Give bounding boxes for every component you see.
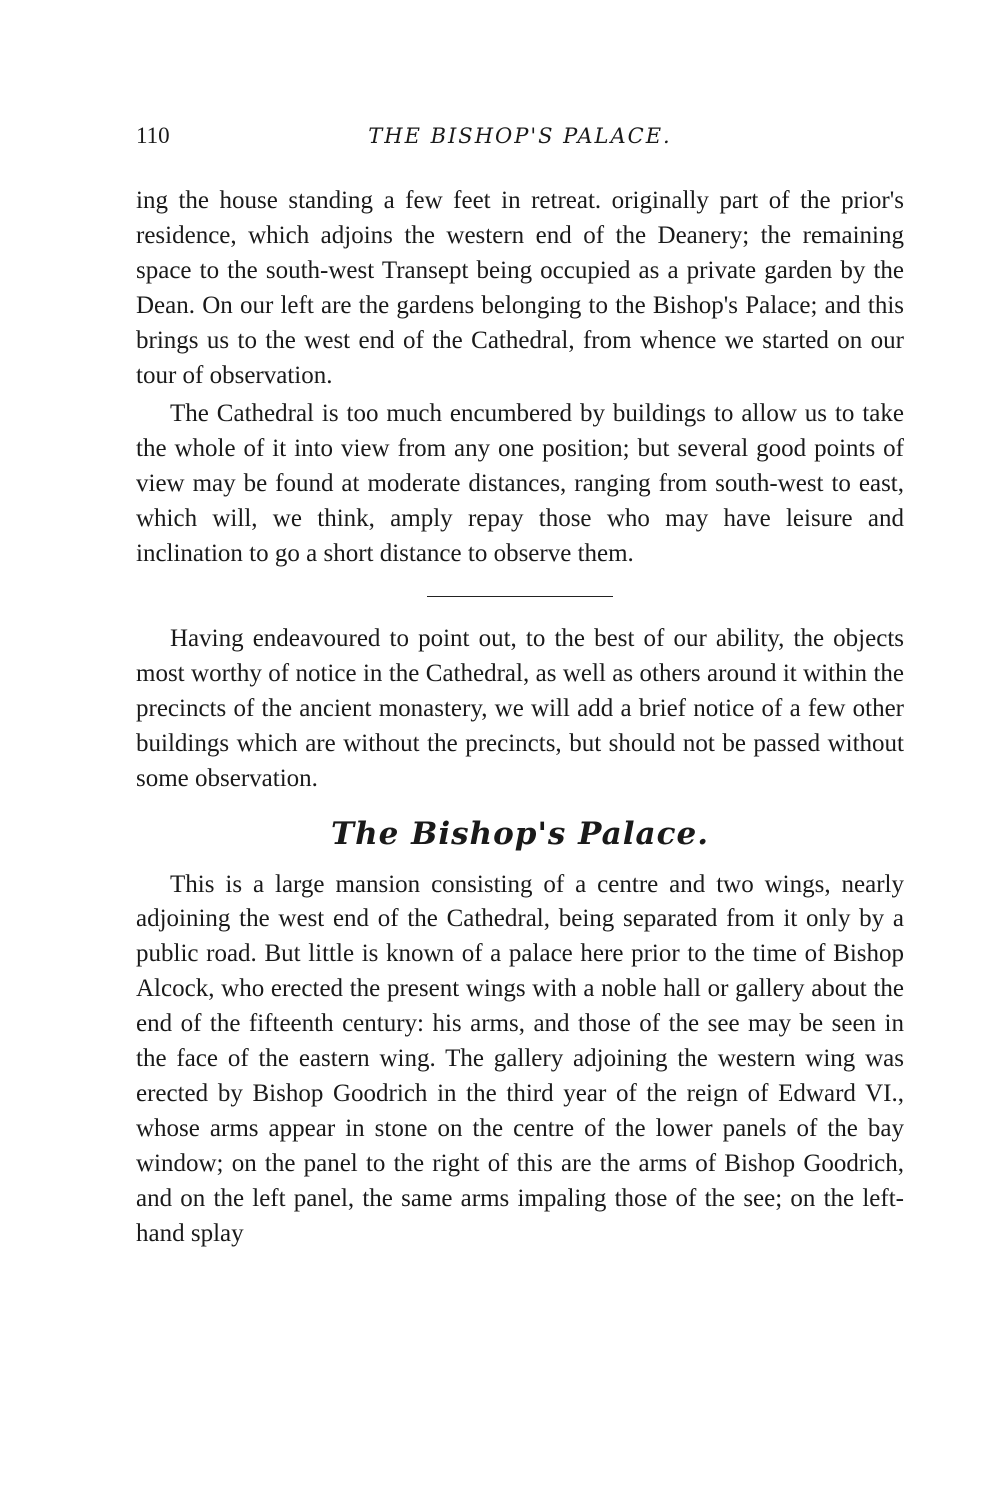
running-title: THE BISHOP'S PALACE. (368, 124, 672, 148)
book-page (136, 118, 904, 1251)
section-heading: The Bishop's Palace. (331, 815, 709, 852)
running-head (136, 118, 904, 154)
paragraph-bishops-palace: This is a large mansion consisting of a centre and two wings, nearly adjoining the west end of the Cathedral, being separated from it only by a public road. But little is known of a palace here prior to the time of Bishop Alcock, who erected the present wings with a noble hall or gallery about the end of the fifteenth century: his arms, and those of the see may be seen in the face of the eastern wing. The gallery adjoining the western wing was erected by Bishop Goodrich in the third year of the reign of Edward VI., whose arms appear in stone on the centre of the lower panels of the bay window; on the panel to the right of this are the arms of Bishop Goodrich, and on the left panel, the same arms impaling those of the see; on the left-hand splay (136, 870, 904, 1247)
section-divider (427, 596, 613, 597)
paragraph-intro: Having endeavoured to point out, to the best of our ability, the objects most worthy of notice in the Cathedral, as well as others around it within the precincts of the ancient monastery, we will add a brief notice of a few other buildings which are without the precincts, but should not be passed without some observation. (136, 624, 904, 792)
paragraph-views: The Cathedral is too much encumbered by buildings to allow us to take the whole of it into view from any one position; but several good points of view may be found at moderate distances, ranging from south-west to east, which will, we think, amply repay those who may have leisure and inclination to go a short distance to observe them. (136, 400, 904, 568)
paragraph-continued: ing the house standing a few feet in retreat. originally part of the prior's residence, which adjoins the western end of the Deanery; the remaining space to the south-west Transept being occupied as a private garden by the Dean. On our left are the gardens belonging to the Bishop's Palace; and this brings us to the west end of the Cathedral, from whence we started on our tour of observation. (136, 187, 904, 389)
page-number: 110 (136, 123, 170, 148)
